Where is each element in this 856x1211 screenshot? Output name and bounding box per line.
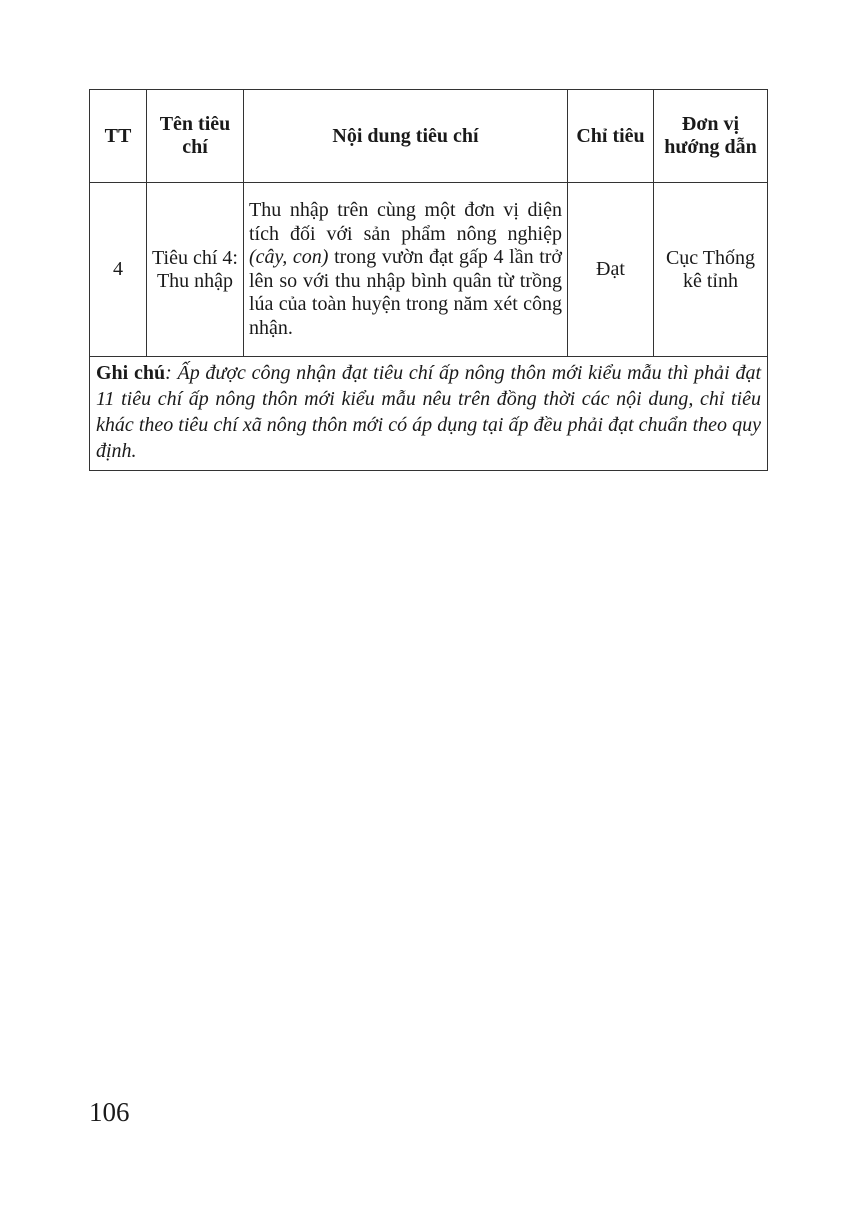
row-content-before: Thu nhập trên cùng một đơn vị diện tích đối với sản phẩm nông nghiệp	[249, 199, 562, 245]
table-header-row	[90, 90, 768, 183]
note-row	[90, 357, 768, 471]
note-cell	[90, 357, 768, 471]
header-unit: Đơn vị hướng dẫn	[654, 90, 768, 183]
row-target: Đạt	[568, 183, 654, 357]
row-unit: Cục Thống kê tỉnh	[654, 183, 768, 357]
header-target: Chỉ tiêu	[568, 90, 654, 183]
row-content-after: trong vườn đạt gấp 4 lần trở lên so với thu nhập bình quân từ trồng lúa của toàn huyện trong năm xét công nhận.	[249, 246, 562, 339]
row-content	[244, 183, 568, 357]
header-name: Tên tiêu chí	[147, 90, 244, 183]
table-row	[90, 183, 768, 357]
header-tt: TT	[90, 90, 147, 183]
row-content-italic: (cây, con)	[249, 246, 329, 268]
note-text: : Ấp được công nhận đạt tiêu chí ấp nông thôn mới kiểu mẫu thì phải đạt 11 tiêu chí ấp nông thôn mới kiểu mẫu nêu trên đồng thời các nội dung, chỉ tiêu khác theo tiêu chí xã nông thôn mới có áp dụng tại ấp đều phải đạt chuẩn theo quy định.	[96, 362, 762, 462]
page-number: 106	[89, 1097, 130, 1127]
criteria-table	[89, 89, 768, 471]
header-content: Nội dung tiêu chí	[244, 90, 568, 183]
row-name: Tiêu chí 4: Thu nhập	[147, 183, 244, 357]
row-tt: 4	[90, 183, 147, 357]
note-label: Ghi chú	[96, 362, 166, 384]
